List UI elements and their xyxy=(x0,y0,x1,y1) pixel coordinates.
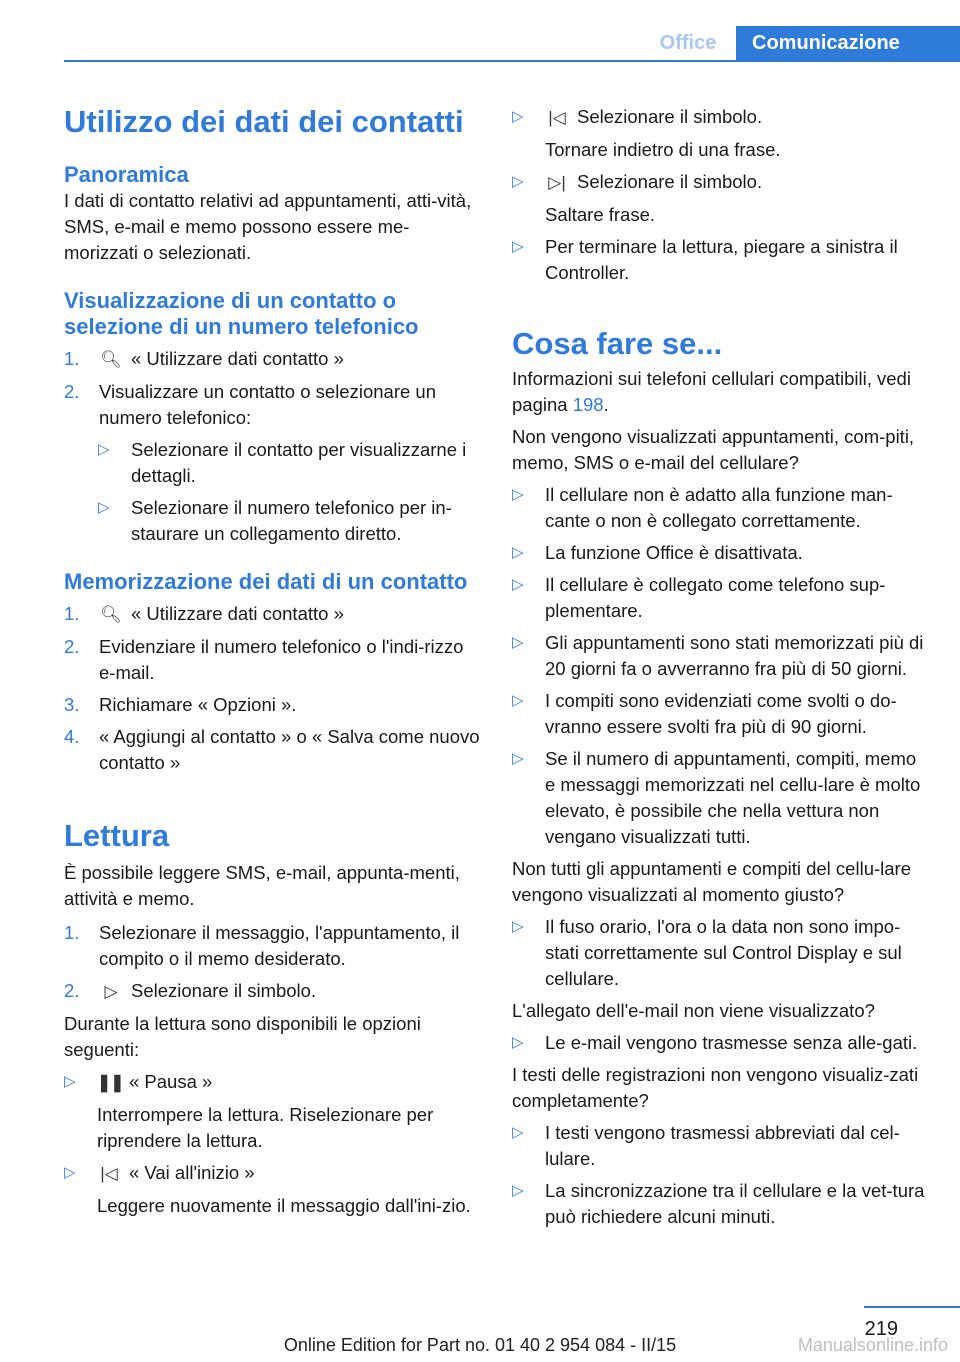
bullet-text: Se il numero di appuntamenti, compiti, memo e messaggi memorizzati nel cellu-lare è molto elevato, è possibile che nella vettura non vengano visualizzati tutti. xyxy=(545,748,921,847)
list-item xyxy=(64,346,480,373)
list-item xyxy=(512,169,928,228)
step-number: 3. xyxy=(64,694,80,715)
triangle-bullet-icon: ▷ xyxy=(512,108,524,125)
triangle-bullet-icon: ▷ xyxy=(512,576,524,593)
triangle-bullet-icon: ▷ xyxy=(512,173,524,190)
triangle-bullet-icon: ▷ xyxy=(512,1182,524,1199)
list-item xyxy=(512,914,928,992)
bullet-text: Il cellulare non è adatto alla funzione man-cante o non è collegato correttamente. xyxy=(545,484,893,531)
info-text-after: . xyxy=(603,394,609,415)
section-title-cosa-fare: Cosa fare se... xyxy=(512,326,723,361)
bullet-text: La funzione Office è disattivata. xyxy=(545,542,803,563)
page-header xyxy=(0,0,960,62)
list-item xyxy=(64,978,480,1005)
footer-rule xyxy=(864,1306,960,1308)
question: Non tutti gli appuntamenti e compiti del cellu-lare vengono visualizzati al momento giusto? xyxy=(512,858,911,905)
play-icon: ▷ xyxy=(104,982,118,1001)
triangle-bullet-icon: ▷ xyxy=(512,692,524,709)
option-description: Tornare indietro di una frase. xyxy=(545,139,781,160)
heading-memorizzazione: Memorizzazione dei dati di un contatto xyxy=(64,569,468,594)
triangle-bullet-icon: ▷ xyxy=(64,1164,76,1181)
step-number: 2. xyxy=(64,381,80,402)
triangle-bullet-icon: ▷ xyxy=(512,544,524,561)
step-text: Richiamare « Opzioni ». xyxy=(99,694,297,715)
list-item xyxy=(64,724,480,776)
tab-comunicazione[interactable]: Comunicazione xyxy=(736,26,960,60)
triangle-bullet-icon: ▷ xyxy=(512,750,524,767)
bullet-text: I testi vengono trasmessi abbreviati dal cel-lulare. xyxy=(545,1122,900,1169)
option-label: Selezionare il simbolo. xyxy=(577,106,763,127)
option-description: Saltare frase. xyxy=(545,204,656,225)
step-number: 2. xyxy=(64,980,80,1001)
page-link[interactable]: 198 xyxy=(572,394,604,415)
step-text: « Utilizzare dati contatto » xyxy=(131,603,344,624)
tab-office[interactable]: Office xyxy=(659,31,717,54)
info-text xyxy=(512,366,928,418)
step-text: Selezionare il messaggio, l'appuntamento, il compito o il memo desiderato. xyxy=(99,922,460,969)
section-title-lettura: Lettura xyxy=(64,818,170,853)
list-item xyxy=(512,234,928,286)
info-text-before: Informazioni sui telefoni cellulari compatibili, vedi pagina xyxy=(512,368,911,415)
skip-back-icon: |◁ xyxy=(100,1164,118,1183)
list-item xyxy=(512,630,928,682)
list-item xyxy=(98,495,480,547)
pause-icon: ❚❚ xyxy=(97,1073,124,1092)
list-item xyxy=(512,572,928,624)
bullet-text: Gli appuntamenti sono stati memorizzati più di 20 giorni fa o avverranno fra più di 50 giorni. xyxy=(545,632,924,679)
skip-forward-icon: ▷| xyxy=(548,173,566,192)
list-item xyxy=(512,746,928,850)
list-item xyxy=(64,601,480,628)
page-number: 219 xyxy=(864,1318,898,1340)
triangle-bullet-icon: ▷ xyxy=(512,238,524,255)
section-title-contatti: Utilizzo dei dati dei contatti xyxy=(64,104,464,139)
step-number: 2. xyxy=(64,636,80,657)
bullet-text: Il cellulare è collegato come telefono sup-plementare. xyxy=(545,574,886,621)
list-item xyxy=(64,379,480,431)
left-column xyxy=(64,96,480,1219)
step-text: « Aggiungi al contatto » o « Salva come nuovo contatto » xyxy=(99,726,480,773)
bullet-text: I compiti sono evidenziati come svolti o do-vranno essere svolti fra più di 90 giorni. xyxy=(545,690,897,737)
triangle-bullet-icon: ▷ xyxy=(98,499,110,516)
triangle-bullet-icon: ▷ xyxy=(64,1073,76,1090)
list-item xyxy=(512,1030,928,1056)
list-item xyxy=(64,1069,480,1154)
step-number: 4. xyxy=(64,726,80,747)
option-description: Interrompere la lettura. Riselezionare per riprendere la lettura. xyxy=(97,1104,434,1151)
contact-search-icon: 🔍︎ xyxy=(100,350,122,369)
list-item xyxy=(64,692,480,718)
skip-back-icon: |◁ xyxy=(548,108,566,127)
step-text: Selezionare il simbolo. xyxy=(131,980,317,1001)
heading-visualizzazione: Visualizzazione di un contatto o selezione di un numero telefonico xyxy=(64,288,419,339)
option-label: Selezionare il simbolo. xyxy=(577,171,763,192)
option-label: « Pausa » xyxy=(129,1071,213,1092)
list-item xyxy=(512,688,928,740)
triangle-bullet-icon: ▷ xyxy=(512,1034,524,1051)
bullet-text: Le e-mail vengono trasmesse senza alle-gati. xyxy=(545,1032,918,1053)
watermark: Manualsonline.info xyxy=(797,1335,948,1355)
triangle-bullet-icon: ▷ xyxy=(98,441,110,458)
question: Non vengono visualizzati appuntamenti, com-piti, memo, SMS o e-mail del cellulare? xyxy=(512,426,915,473)
list-item xyxy=(512,1178,928,1230)
step-number: 1. xyxy=(64,348,80,369)
lettura-intro: È possibile leggere SMS, e-mail, appunta-menti, attività e memo. xyxy=(64,862,460,909)
list-item xyxy=(512,540,928,566)
bullet-text: Per terminare la lettura, piegare a sinistra il Controller. xyxy=(545,236,898,283)
list-item xyxy=(64,634,480,686)
header-rule xyxy=(64,60,960,62)
question: L'allegato dell'e-mail non viene visualizzato? xyxy=(512,1000,875,1021)
edition-text: Online Edition for Part no. 01 40 2 954 084 - II/15 xyxy=(283,1335,677,1355)
step-text: Evidenziare il numero telefonico o l'indi-rizzo e-mail. xyxy=(99,636,464,683)
options-intro: Durante la lettura sono disponibili le opzioni seguenti: xyxy=(64,1013,421,1060)
heading-panoramica: Panoramica xyxy=(64,162,189,187)
bullet-text: Selezionare il numero telefonico per in-staurare un collegamento diretto. xyxy=(131,497,452,544)
bullet-text: La sincronizzazione tra il cellulare e la vet-tura può richiedere alcuni minuti. xyxy=(545,1180,925,1227)
triangle-bullet-icon: ▷ xyxy=(512,486,524,503)
option-description: Leggere nuovamente il messaggio dall'ini-zio. xyxy=(97,1195,471,1216)
question: I testi delle registrazioni non vengono visualiz-zati completamente? xyxy=(512,1064,919,1111)
triangle-bullet-icon: ▷ xyxy=(512,1124,524,1141)
step-text: Visualizzare un contatto o selezionare un numero telefonico: xyxy=(99,381,436,428)
step-number: 1. xyxy=(64,922,80,943)
list-item xyxy=(512,1120,928,1172)
option-label: « Vai all'inizio » xyxy=(129,1162,255,1183)
list-item xyxy=(98,437,480,489)
list-item xyxy=(512,482,928,534)
triangle-bullet-icon: ▷ xyxy=(512,918,524,935)
step-text: « Utilizzare dati contatto » xyxy=(131,348,344,369)
triangle-bullet-icon: ▷ xyxy=(512,634,524,651)
step-number: 1. xyxy=(64,603,80,624)
panoramica-text: I dati di contatto relativi ad appuntamenti, atti-vità, SMS, e-mail e memo possono essere me-morizzati o selezionati. xyxy=(64,190,472,263)
list-item xyxy=(512,104,928,163)
contact-search-icon: 🔍︎ xyxy=(100,605,122,624)
bullet-text: Selezionare il contatto per visualizzarne i dettagli. xyxy=(131,439,467,486)
bullet-text: Il fuso orario, l'ora o la data non sono impo-stati correttamente sul Control Display e sul cellulare. xyxy=(545,916,902,989)
right-column xyxy=(512,96,928,1230)
list-item xyxy=(64,1160,480,1219)
list-item xyxy=(64,920,480,972)
